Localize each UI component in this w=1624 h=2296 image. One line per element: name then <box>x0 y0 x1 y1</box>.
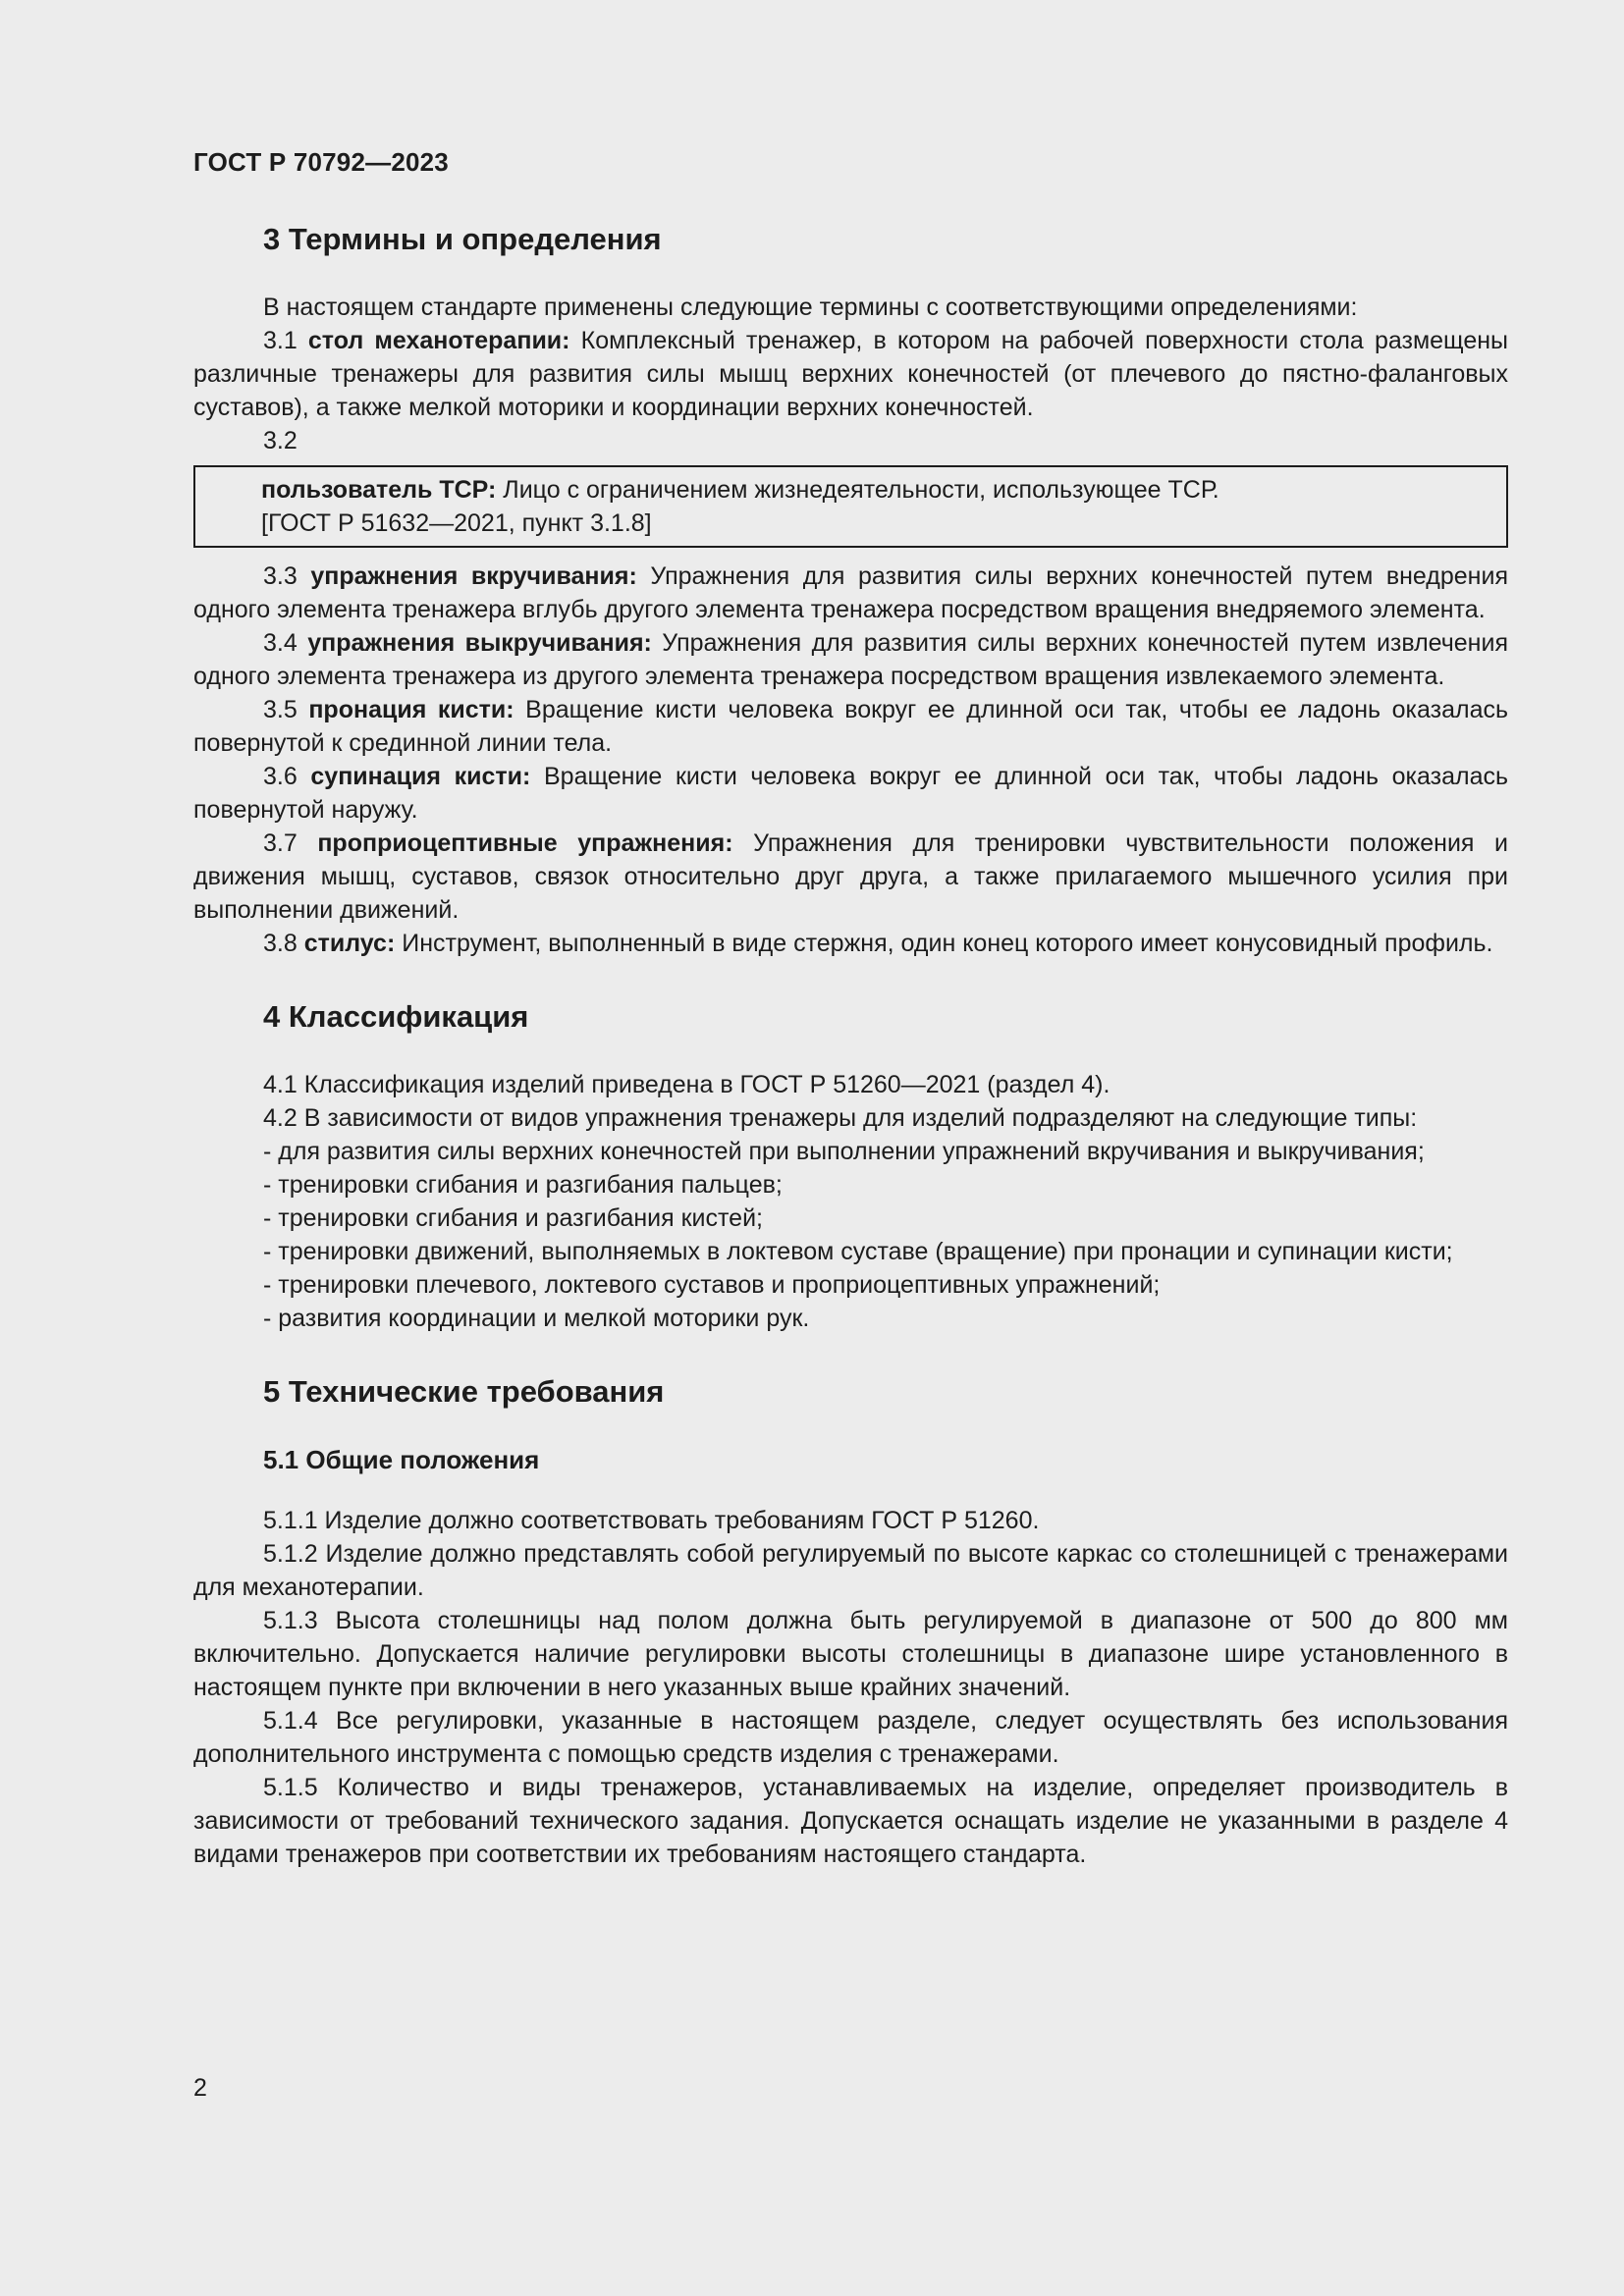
term-definition: Упражнения для развития силы верхних конечностей путем извлечения одного элемента тренажера из другого элемента тренажера посредством вращения извлекаемого элемента. <box>193 629 1508 690</box>
paragraph-4-2: 4.2 В зависимости от видов упражнения тренажеры для изделий подразделяют на следующие типы: <box>263 1104 1418 1132</box>
term-definition: Инструмент, выполненный в виде стержня, один конец которого имеет конусовидный профиль. <box>395 930 1493 957</box>
term-name: пользователь ТСР: <box>261 476 497 504</box>
page-content <box>193 220 1508 1871</box>
term-3-4 <box>193 626 1508 693</box>
term-3-7 <box>193 827 1508 927</box>
document-header: ГОСТ Р 70792—2023 <box>193 147 449 177</box>
term-3-2-reference: [ГОСТ Р 51632—2021, пункт 3.1.8] <box>261 509 652 537</box>
paragraph-5-1-5: 5.1.5 Количество и виды тренажеров, устанавливаемых на изделие, определяет производитель в зависимости от требований технического задания. Допускается оснащать изделие не указанными в разделе 4 видами тренажеров при соответствии их требованиям настоящего стандарта. <box>193 1774 1508 1868</box>
paragraph-5-1-3: 5.1.3 Высота столешницы над полом должна быть регулируемой в диапазоне от 500 до 800 мм включительно. Допускается наличие регулировки высоты столешницы в диапазоне шире установленного в настоящем пункте при включении в него указанных выше крайних значений. <box>193 1607 1508 1701</box>
subsection-5-1-title: 5.1 Общие положения <box>263 1445 540 1474</box>
paragraph-5-1-1: 5.1.1 Изделие должно соответствовать требованиям ГОСТ Р 51260. <box>263 1507 1040 1534</box>
term-3-8 <box>193 927 1508 960</box>
term-number: 3.3 <box>263 562 311 590</box>
term-number: 3.1 <box>263 327 308 354</box>
section-5-title: 5 Технические требования <box>263 1374 665 1409</box>
term-definition: Комплексный тренажер, в котором на рабочей поверхности стола размещены различные тренажеры для развития силы мышц верхних конечностей (от плечевого до пястно-фаланговых суставов), а также мелкой моторики и координации верхних конечностей. <box>193 327 1509 421</box>
term-number: 3.7 <box>263 829 318 857</box>
section-3-title: 3 Термины и определения <box>263 222 662 256</box>
term-definition: Вращение кисти человека вокруг ее длинной оси так, чтобы ладонь оказалась повернутой наружу. <box>193 763 1509 824</box>
term-name: стилус: <box>303 930 396 957</box>
list-item: - тренировки движений, выполняемых в локтевом суставе (вращение) при пронации и супинации кисти; <box>263 1238 1453 1265</box>
paragraph-5-1-2: 5.1.2 Изделие должно представлять собой регулируемый по высоте каркас со столешницей с тренажерами для механотерапии. <box>193 1540 1508 1601</box>
term-number: 3.6 <box>263 763 311 790</box>
term-definition: Вращение кисти человека вокруг ее длинной оси так, чтобы ее ладонь оказалась повернутой к срединной линии тела. <box>193 696 1509 757</box>
term-definition: Лицо с ограничением жизнедеятельности, использующее ТСР. <box>496 476 1219 504</box>
term-definition: Упражнения для тренировки чувствительности положения и движения мышц, суставов, связок относительно друг друга, а также прилагаемого мышечного усилия при выполнении движений. <box>193 829 1508 924</box>
list-item: - развития координации и мелкой моторики рук. <box>263 1305 810 1332</box>
term-3-3 <box>193 560 1508 626</box>
term-name: супинация кисти: <box>310 763 531 790</box>
term-name: упражнения выкручивания: <box>307 629 652 657</box>
term-3-2 <box>261 473 1492 507</box>
list-item: - тренировки сгибания и разгибания кистей; <box>263 1204 763 1232</box>
term-name: проприоцептивные упражнения: <box>317 829 733 857</box>
term-3-2-number: 3.2 <box>263 427 298 454</box>
section-3-intro: В настоящем стандарте применены следующие термины с соответствующими определениями: <box>263 294 1358 321</box>
term-3-2-box <box>193 465 1508 548</box>
list-item: - тренировки плечевого, локтевого суставов и проприоцептивных упражнений; <box>263 1271 1161 1299</box>
term-3-5 <box>193 693 1508 760</box>
term-name: пронация кисти: <box>308 696 514 723</box>
list-item: - для развития силы верхних конечностей при выполнении упражнений вкручивания и выкручивания; <box>263 1138 1425 1165</box>
list-item: - тренировки сгибания и разгибания пальцев; <box>263 1171 783 1199</box>
paragraph-5-1-4: 5.1.4 Все регулировки, указанные в настоящем разделе, следует осуществлять без использования дополнительного инструмента с помощью средств изделия с тренажерами. <box>193 1707 1508 1768</box>
term-name: упражнения вкручивания: <box>310 562 637 590</box>
term-definition: Упражнения для развития силы верхних конечностей путем внедрения одного элемента тренажера вглубь другого элемента тренажера посредством вращения внедряемого элемента. <box>193 562 1508 623</box>
section-4-title: 4 Классификация <box>263 999 529 1034</box>
term-number: 3.8 <box>263 930 304 957</box>
term-number: 3.4 <box>263 629 308 657</box>
page-number: 2 <box>193 2074 207 2102</box>
paragraph-4-1: 4.1 Классификация изделий приведена в ГОСТ Р 51260—2021 (раздел 4). <box>263 1071 1110 1098</box>
term-3-6 <box>193 760 1508 827</box>
term-3-1 <box>193 324 1508 424</box>
term-number: 3.5 <box>263 696 309 723</box>
term-name: стол механотерапии: <box>307 327 570 354</box>
